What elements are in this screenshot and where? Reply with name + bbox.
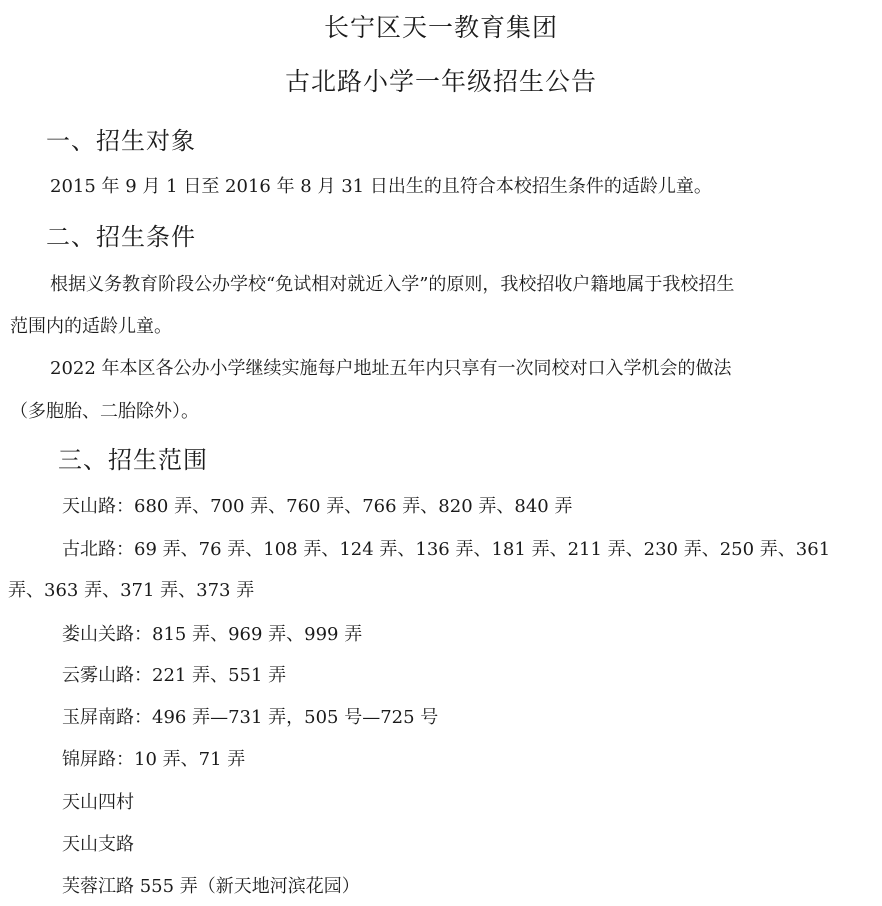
section-heading: 三、招生范围 bbox=[58, 446, 208, 474]
road-item: 天山路：680 弄、700 弄、760 弄、766 弄、820 弄、840 弄 bbox=[62, 496, 573, 517]
paragraph-line: 2022 年本区各公办小学继续实施每户地址五年内只享有一次同校对口入学机会的做法 bbox=[50, 358, 732, 379]
paragraph-line: 根据义务教育阶段公办学校“免试相对就近入学”的原则，我校招收户籍地属于我校招生 bbox=[50, 274, 735, 295]
paragraph: 2015 年 9 月 1 日至 2016 年 8 月 31 日出生的且符合本校招生条件的适龄儿童。 bbox=[50, 176, 712, 197]
road-item: 天山四村 bbox=[62, 792, 134, 813]
road-item: 天山支路 bbox=[62, 834, 134, 855]
paragraph-line: 范围内的适龄儿童。 bbox=[10, 316, 172, 337]
road-item: 古北路：69 弄、76 弄、108 弄、124 弄、136 弄、181 弄、211 弄、230 弄、250 弄、361 bbox=[62, 539, 831, 560]
group-name: 长宁区天一教育集团 bbox=[323, 13, 558, 42]
road-item: 玉屏南路：496 弄—731 弄，505 号—725 号 bbox=[62, 707, 439, 728]
section-heading: 一、招生对象 bbox=[46, 127, 196, 155]
road-item: 云雾山路：221 弄、551 弄 bbox=[62, 665, 287, 686]
road-item-continued: 弄、363 弄、371 弄、373 弄 bbox=[8, 580, 255, 601]
paragraph-line: （多胞胎、二胎除外）。 bbox=[10, 401, 199, 422]
road-item: 娄山关路：815 弄、969 弄、999 弄 bbox=[62, 624, 363, 645]
section-heading: 二、招生条件 bbox=[46, 223, 196, 251]
road-item: 芙蓉江路 555 弄（新天地河滨花园） bbox=[62, 876, 360, 897]
road-item: 锦屏路：10 弄、71 弄 bbox=[62, 749, 246, 770]
announcement-title: 古北路小学一年级招生公告 bbox=[284, 67, 597, 96]
